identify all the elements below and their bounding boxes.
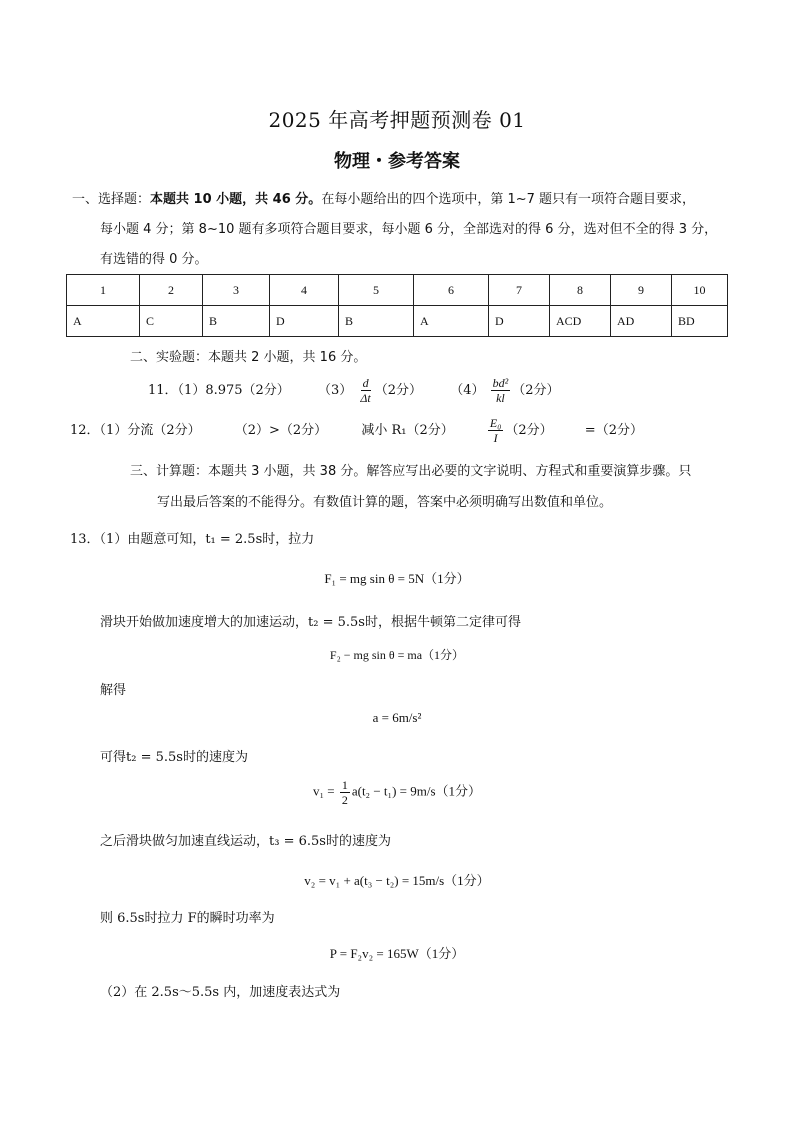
fraction-denominator: I — [493, 431, 498, 445]
table-cell: 10 — [672, 275, 728, 306]
table-cell: A — [414, 306, 489, 337]
answer-table — [66, 274, 728, 337]
q12-part2: （2）>（2分） — [234, 423, 328, 438]
fraction-numerator: E₀ — [489, 416, 502, 430]
table-cell: 3 — [203, 275, 270, 306]
q12-part1: 12．（1）分流（2分） — [70, 423, 201, 438]
section1-intro: 本题共 10 小题，共 46 分。 — [150, 192, 322, 207]
section1-line1 — [72, 188, 695, 207]
fraction-denominator: kl — [496, 391, 505, 405]
table-cell: 1 — [67, 275, 140, 306]
q12-part5: =（2分） — [584, 423, 643, 438]
q11-part4-score: （2分） — [512, 383, 560, 398]
q13-text-3: 解得 — [100, 683, 127, 698]
table-cell: C — [140, 306, 203, 337]
q13-equation-2: F₂ − mg sin θ = ma（1分） — [329, 648, 465, 662]
table-cell: 4 — [270, 275, 339, 306]
fraction-denominator: Δt — [360, 391, 371, 405]
answer-table-number-row — [67, 275, 728, 306]
q11-part1: 11．（1）8.975（2分） — [148, 383, 290, 398]
q13-eq4-right: a(t₂ − t₁) = 9m/s（1分） — [351, 783, 482, 799]
q12-answer — [70, 416, 643, 445]
section1-line3: 有选错的得 0 分。 — [100, 252, 208, 267]
q11-part3-label: （3） — [317, 383, 353, 398]
table-cell: 6 — [414, 275, 489, 306]
q13-equation-6: P = F₂v₂ = 165W（1分） — [329, 946, 465, 961]
table-cell: D — [489, 306, 550, 337]
q13-equation-4 — [0, 778, 794, 807]
table-cell: 7 — [489, 275, 550, 306]
section1-line1-rest: 在每小题给出的四个选项中，第 1~7 题只有一项符合题目要求， — [321, 192, 696, 207]
table-cell: 5 — [339, 275, 414, 306]
table-cell: B — [339, 306, 414, 337]
table-cell: BD — [672, 306, 728, 337]
table-cell: 2 — [140, 275, 203, 306]
table-cell: ACD — [550, 306, 611, 337]
section3-line1: 三、计算题：本题共 3 小题，共 38 分。解答应写出必要的文字说明、方程式和重要演算步骤。只 — [130, 464, 692, 479]
q13-text-6: 则 6.5s时拉力 F的瞬时功率为 — [100, 911, 275, 926]
table-cell: A — [67, 306, 140, 337]
fraction-denominator: 2 — [341, 793, 348, 807]
page-title: 2025 年高考押题预测卷 01 — [268, 108, 526, 132]
section1-line2: 每小题 4 分；第 8~10 题有多项符合题目要求，每小题 6 分，全部选对的得 6 分，选对但不全的得 3 分， — [100, 222, 718, 237]
q12-part4-score: （2分） — [505, 423, 553, 438]
table-cell: D — [270, 306, 339, 337]
q13-equation-5: v₂ = v₁ + a(t₃ − t₂) = 15m/s（1分） — [304, 873, 490, 888]
fraction-numerator: 1 — [341, 778, 348, 792]
q11-answer — [148, 376, 560, 405]
section2-heading: 二、实验题：本题共 2 小题，共 16 分。 — [130, 350, 367, 365]
q13-text-4: 可得t₂ = 5.5s时的速度为 — [100, 750, 248, 765]
q11-part4-fraction — [491, 376, 511, 405]
table-cell: B — [203, 306, 270, 337]
table-cell: 9 — [611, 275, 672, 306]
q13-intro: 13．（1）由题意可知，t₁ = 2.5s时，拉力 — [70, 532, 315, 547]
q12-part3: 减小 R₁（2分） — [361, 423, 454, 438]
q13-equation-1: F₁ = mg sin θ = 5N（1分） — [324, 571, 470, 586]
q13-text-5: 之后滑块做匀加速直线运动，t₃ = 6.5s时的速度为 — [100, 834, 391, 849]
q13-text-7: （2）在 2.5s～5.5s 内，加速度表达式为 — [100, 985, 341, 1000]
q13-eq4-fraction — [340, 778, 350, 807]
section3-line2: 写出最后答案的不能得分。有数值计算的题，答案中必须明确写出数值和单位。 — [157, 495, 613, 510]
section1-heading: 一、选择题： — [72, 192, 151, 207]
q13-equation-3: a = 6m/s² — [372, 710, 422, 725]
q11-part4-label: （4） — [450, 383, 485, 398]
table-cell: 8 — [550, 275, 611, 306]
q13-text-2: 滑块开始做加速度增大的加速运动，t₂ = 5.5s时，根据牛顿第二定律可得 — [100, 615, 521, 630]
q12-part4-fraction — [488, 416, 504, 445]
page-subtitle: 物理・参考答案 — [334, 151, 460, 172]
q11-part3-fraction — [358, 376, 372, 405]
fraction-numerator: bd² — [492, 376, 509, 390]
answer-table-answer-row — [67, 306, 728, 337]
q13-eq4-left: v₁ = — [312, 783, 335, 799]
table-cell: AD — [611, 306, 672, 337]
fraction-numerator: d — [362, 376, 369, 390]
q11-part3-score: （2分） — [374, 383, 423, 398]
